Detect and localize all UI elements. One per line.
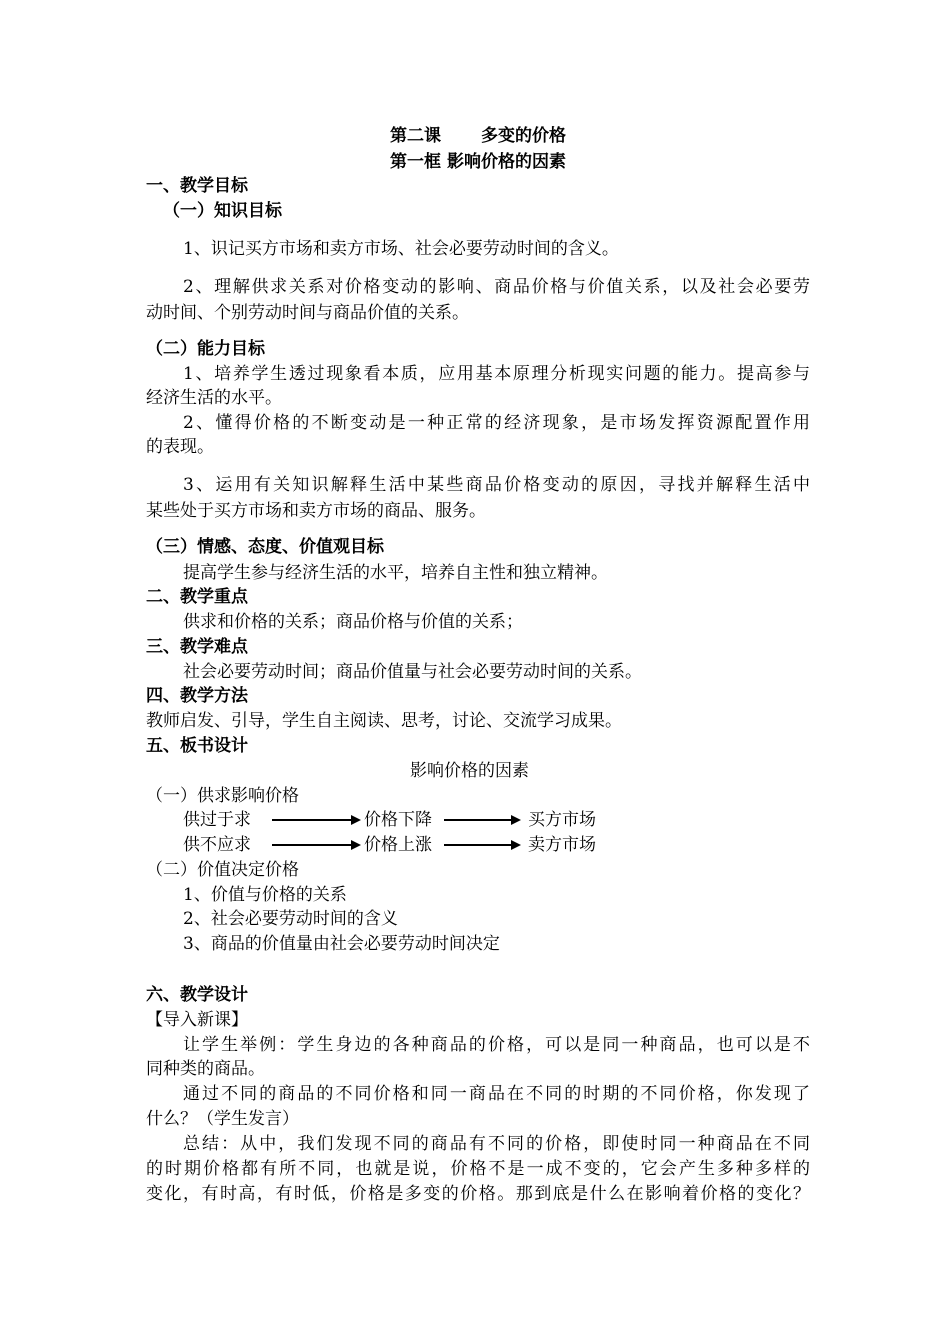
board-item-2: 2、社会必要劳动时间的含义 bbox=[183, 909, 398, 929]
section-heading-teaching-design: 六、教学设计 bbox=[146, 985, 248, 1005]
section-heading-difficulties: 三、教学难点 bbox=[146, 637, 248, 657]
intro-label: 【导入新课】 bbox=[146, 1010, 248, 1030]
subheading-emotion: （三）情感、态度、价值观目标 bbox=[146, 537, 384, 557]
design-para-2-line-2: 什么？（学生发言） bbox=[146, 1109, 299, 1129]
board-row-1-market: 买方市场 bbox=[528, 810, 596, 830]
board-part-1: （一）供求影响价格 bbox=[146, 786, 299, 806]
design-para-1-line-1: 让学生举例：学生身边的各种商品的价格，可以是同一种商品，也可以是不 bbox=[183, 1035, 810, 1055]
section-heading-objectives: 一、教学目标 bbox=[146, 176, 248, 196]
design-para-3-line-3: 变化，有时高，有时低，价格是多变的价格。那到底是什么在影响着价格的变化？ bbox=[146, 1184, 810, 1204]
lesson-title bbox=[146, 124, 810, 148]
section-heading-key-points: 二、教学重点 bbox=[146, 587, 248, 607]
lesson-number: 第二课 bbox=[390, 126, 441, 146]
ability-item-1-line-2: 经济生活的水平。 bbox=[146, 388, 282, 408]
design-para-3-line-1: 总结：从中，我们发现不同的商品有不同的价格，即使时同一种商品在不同 bbox=[183, 1134, 810, 1154]
board-part-2: （二）价值决定价格 bbox=[146, 860, 299, 880]
subheading-knowledge: （一）知识目标 bbox=[163, 201, 282, 221]
knowledge-item-2-line-2: 动时间、个别劳动时间与商品价值的关系。 bbox=[146, 303, 469, 323]
board-row-1-cause: 供过于求 bbox=[183, 810, 251, 830]
ability-item-2-line-2: 的表现。 bbox=[146, 437, 214, 457]
ability-item-1-line-1: 1、培养学生透过现象看本质，应用基本原理分析现实问题的能力。提高参与 bbox=[183, 364, 810, 384]
arrow-right-icon bbox=[272, 819, 352, 821]
board-item-1: 1、价值与价格的关系 bbox=[183, 885, 347, 905]
emotion-item-1: 提高学生参与经济生活的水平，培养自主性和独立精神。 bbox=[183, 563, 608, 583]
board-row-2-effect: 价格上涨 bbox=[364, 835, 432, 855]
frame-title: 第一框 影响价格的因素 bbox=[390, 152, 566, 172]
methods-text: 教师启发、引导，学生自主阅读、思考，讨论、交流学习成果。 bbox=[146, 711, 622, 731]
design-para-3-line-2: 的时期价格都有所不同，也就是说，价格不是一成不变的，它会产生多种多样的 bbox=[146, 1159, 810, 1179]
board-row-1-effect: 价格下降 bbox=[364, 810, 432, 830]
ability-item-2-line-1: 2、懂得价格的不断变动是一种正常的经济现象，是市场发挥资源配置作用 bbox=[183, 413, 810, 433]
board-row-2-market: 卖方市场 bbox=[528, 835, 596, 855]
arrow-right-icon bbox=[272, 844, 352, 846]
arrow-right-icon bbox=[444, 819, 512, 821]
knowledge-item-1: 1、识记买方市场和卖方市场、社会必要劳动时间的含义。 bbox=[183, 239, 619, 259]
design-para-2-line-1: 通过不同的商品的不同价格和同一商品在不同的时期的不同价格，你发现了 bbox=[183, 1084, 810, 1104]
section-heading-board-design: 五、板书设计 bbox=[146, 736, 248, 756]
difficulties-text: 社会必要劳动时间；商品价值量与社会必要劳动时间的关系。 bbox=[183, 662, 642, 682]
subheading-ability: （二）能力目标 bbox=[146, 339, 265, 359]
board-item-3: 3、商品的价值量由社会必要劳动时间决定 bbox=[183, 934, 500, 954]
ability-item-3-line-1: 3、运用有关知识解释生活中某些商品价格变动的原因，寻找并解释生活中 bbox=[183, 475, 810, 495]
lesson-name: 多变的价格 bbox=[481, 126, 566, 146]
design-para-1-line-2: 同种类的商品。 bbox=[146, 1059, 265, 1079]
knowledge-item-2-line-1: 2、理解供求关系对价格变动的影响、商品价格与价值关系，以及社会必要劳 bbox=[183, 277, 810, 297]
ability-item-3-line-2: 某些处于买方市场和卖方市场的商品、服务。 bbox=[146, 501, 486, 521]
section-heading-methods: 四、教学方法 bbox=[146, 686, 248, 706]
board-title: 影响价格的因素 bbox=[410, 761, 529, 781]
key-points-text: 供求和价格的关系；商品价格与价值的关系； bbox=[183, 612, 523, 632]
arrow-right-icon bbox=[444, 844, 512, 846]
board-row-2-cause: 供不应求 bbox=[183, 835, 251, 855]
